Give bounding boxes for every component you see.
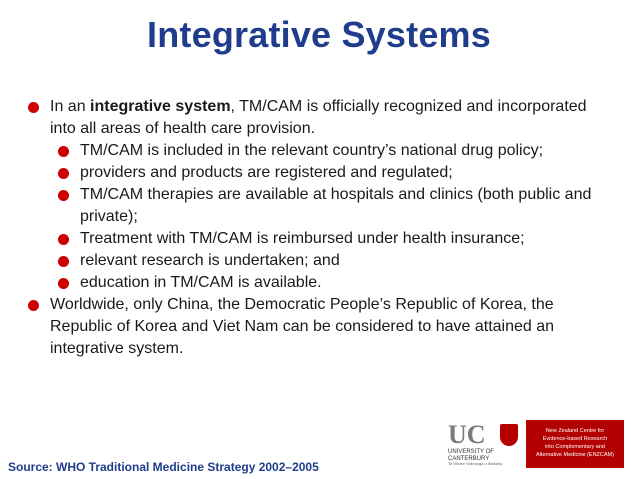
enzcam-line: Alternative Medicine (ENZCAM) <box>536 452 614 458</box>
uc-university-name: UNIVERSITY OF CANTERBURY <box>448 449 494 462</box>
sub-bullet-item <box>24 184 614 228</box>
enzcam-logo-box <box>526 420 624 468</box>
sub-bullet-item <box>24 140 614 162</box>
sub-bullet-item <box>24 272 614 294</box>
sub-bullet-text: providers and products are registered and regulated; <box>80 164 453 181</box>
sub-bullet-text: Treatment with TM/CAM is reimbursed under health insurance; <box>80 230 525 247</box>
sub-bullet-item <box>24 162 614 184</box>
university-of-canterbury-logo <box>448 420 522 470</box>
sub-bullet-item <box>24 250 614 272</box>
sub-bullet-text: TM/CAM therapies are available at hospitals and clinics (both public and private); <box>80 186 592 225</box>
enzcam-line: Evidence-based Research <box>542 436 608 442</box>
sub-bullet-text: education in TM/CAM is available. <box>80 274 322 291</box>
bullet-dot-icon <box>58 234 69 245</box>
bullet-dot-icon <box>58 256 69 267</box>
bullet-list <box>24 96 614 360</box>
enzcam-line: New Zealand Centre for <box>545 428 605 434</box>
uc-maori-name: Te Whare Wānanga o Waitaha <box>448 461 503 466</box>
bullet-text-bold: integrative system <box>90 98 231 115</box>
uc-logo-letters: UC <box>448 420 486 449</box>
bullet-item <box>24 96 614 140</box>
sub-bullet-item <box>24 228 614 250</box>
shield-icon <box>500 424 518 446</box>
sub-bullet-text: TM/CAM is included in the relevant country’s national drug policy; <box>80 142 544 159</box>
bullet-dot-icon <box>58 278 69 289</box>
logo-block <box>448 420 624 470</box>
bullet-dot-icon <box>58 190 69 201</box>
bullet-text-post: , TM/CAM is officially recognized and incorporated into all areas of health care provision. <box>50 98 587 137</box>
bullet-dot-icon <box>58 146 69 157</box>
slide-title: Integrative Systems <box>147 14 491 55</box>
bullet-text-pre: In an <box>50 98 91 115</box>
bullet-item <box>24 294 614 360</box>
bullet-text: Worldwide, only China, the Democratic People’s Republic of Korea, the Republic of Korea and Viet Nam can be considered to have attained an integrative system. <box>50 296 555 357</box>
bullet-dot-icon <box>28 102 39 113</box>
enzcam-line: into Complementary and <box>545 444 605 450</box>
sub-bullet-text: relevant research is undertaken; and <box>80 252 340 269</box>
source-citation: Source: WHO Traditional Medicine Strategy 2002–2005 <box>8 460 319 474</box>
bullet-dot-icon <box>28 300 39 311</box>
bullet-dot-icon <box>58 168 69 179</box>
